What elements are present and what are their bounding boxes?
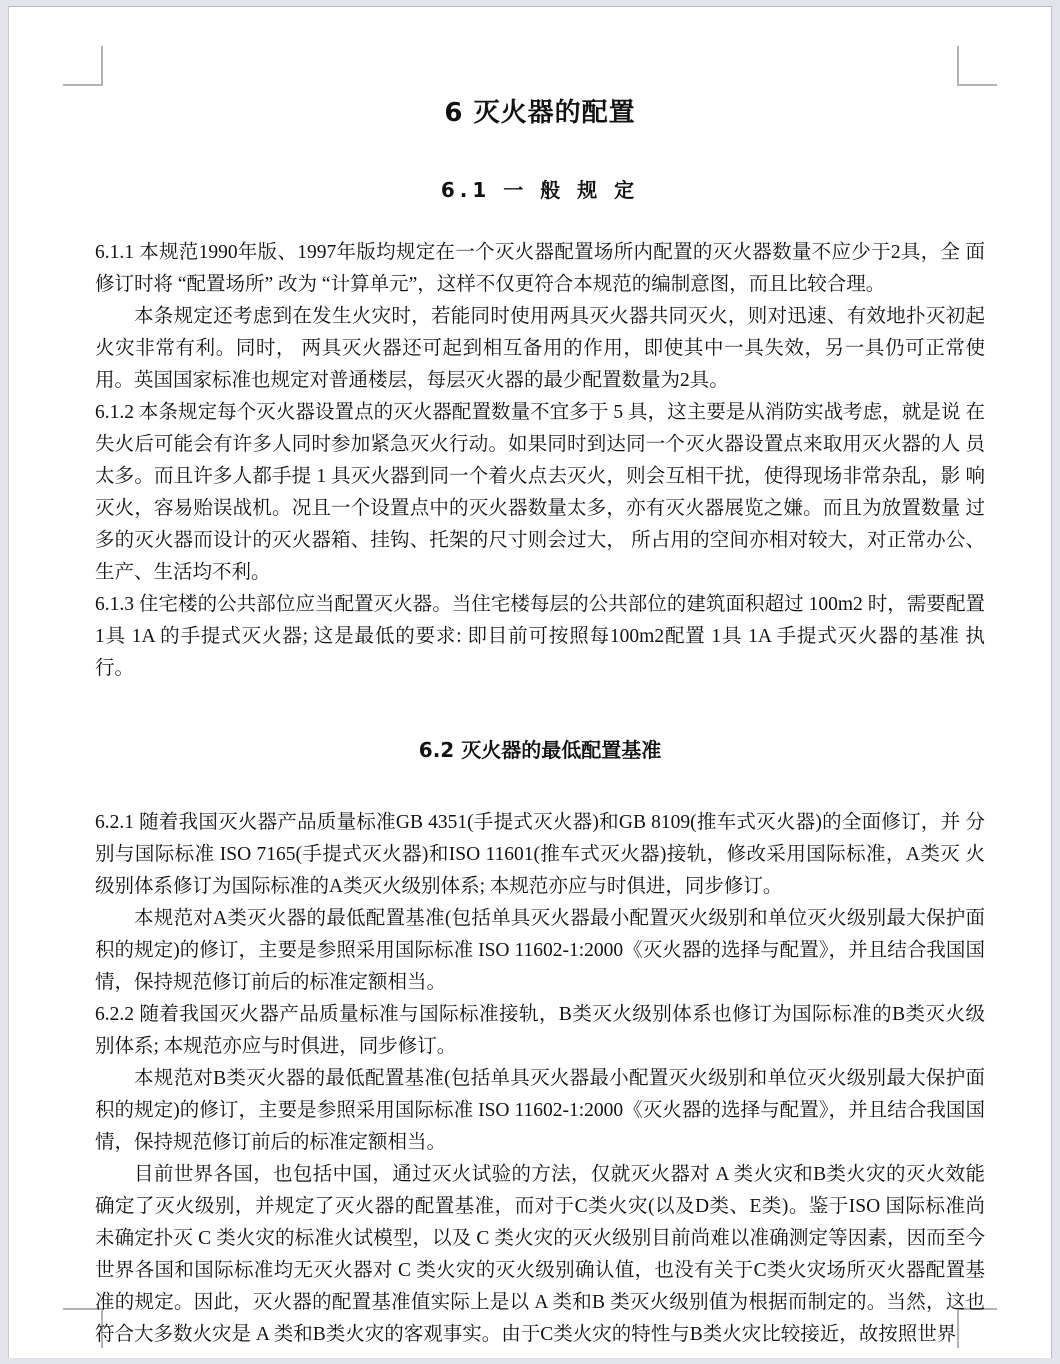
paragraph-6-1-1-continued: 本条规定还考虑到在发生火灾时，若能同时使用两具灭火器共同灭火，则对迅速、有效地扑灭初起火灾非常有利。同时， 两具灭火器还可起到相互备用的作用，即使其中一具失效，另一具仍可正常使用。英国国家标准也规定对普通楼层，每层灭火器的最少配置数量为2具。	[95, 305, 985, 391]
paragraph-6-1-3: 6.1.3 住宅楼的公共部位应当配置灭火器。当住宅楼每层的公共部位的建筑面积超过 100m2 时，需要配置 1具 1A 的手提式灭火器; 这是最低的要求: 即目前可按照每100m2配置 1具 1A 手提式灭火器的基准 执行。	[95, 593, 985, 679]
paragraph-6-2-2: 6.2.2 随着我国灭火器产品质量标准与国际标准接轨，B类灭火级别体系也修订为国际标准的B类灭火级 别体系; 本规范亦应与时俱进，同步修订。	[95, 1003, 985, 1057]
section-heading-6-2: 6.2 灭火器的最低配置基准	[418, 737, 662, 762]
page-title: 6 灭火器的配置	[444, 98, 636, 128]
paragraph-6-1-2: 6.1.2 本条规定每个灭火器设置点的灭火器配置数量不宜多于 5 具，这主要是从消防实战考虑，就是说 在失火后可能会有许多人同时参加紧急灭火行动。如果同时到达同一个灭火器设置点来取用灭火器的人 员太多。而且许多人都手提 1 具灭火器到同一个着火点去灭火，则会互相干扰，使得现场非常杂乱，影 响灭火，容易贻误战机。况且一个设置点中的灭火器数量太多，亦有灭火器展览之嫌。而且为放置数量 过多的灭火器而设计的灭火器箱、挂钩、托架的尺寸则会过大， 所占用的空间亦相对较大，对正常办公、生产、生活均不利。	[95, 401, 985, 583]
document-content	[95, 79, 985, 1351]
document-page	[8, 6, 1052, 1358]
paragraph-6-1-1: 6.1.1 本规范1990年版、1997年版均规定在一个灭火器配置场所内配置的灭火器数量不应少于2具，全 面修订时将 “配置场所” 改为 “计算单元”，这样不仅更符合本规范的编制意图，而且比较合理。	[95, 241, 985, 295]
paragraph-6-2-1: 6.2.1 随着我国灭火器产品质量标准GB 4351(手提式灭火器)和GB 8109(推车式灭火器)的全面修订，并 分别与国际标准 ISO 7165(手提式灭火器)和ISO 11601(推车式灭火器)接轨，修改采用国际标准，A类灭 火级别体系修订为国际标准的A类灭火级别体系; 本规范亦应与时俱进，同步修订。	[95, 811, 985, 897]
section-heading-6-1: 6.1 一 般 规 定	[440, 177, 640, 202]
paragraph-6-2-2-closing: 目前世界各国，也包括中国，通过灭火试验的方法，仅就灭火器对 A 类火灾和B类火灾的灭火效能确定了灭火级别，并规定了灭火器的配置基准，而对于C类火灾(以及D类、E类)。鉴于ISO 国际标准尚 未确定扑灭 C 类火灾的标准火试模型，以及 C 类火灾的灭火级别目前尚难以准确测定等因素，因而至今世界各国和国际标准均无灭火器对 C 类火灾的灭火级别确认值，也没有关于C类火灾场所灭火器配置基 准的规定。因此，灭火器的配置基准值实际上是以 A 类和B 类灭火级别值为根据而制定的。当然，这也符合大多数火灾是 A 类和B类火灾的客观事实。由于C类火灾的特性与B类火灾比较接近，故按照世界	[95, 1163, 985, 1345]
paragraph-6-2-1-continued: 本规范对A类灭火器的最低配置基准(包括单具灭火器最小配置灭火级别和单位灭火级别最大保护面积的规定)的修订，主要是参照采用国际标准 ISO 11602-1:2000《灭火器的选择与配置》，并且结合我国国情，保持规范修订前后的标准定额相当。	[95, 907, 985, 993]
spacer-after-6-2-heading	[95, 763, 985, 807]
spacer-before-6-2-heading	[95, 685, 985, 737]
paragraph-6-2-2-continued: 本规范对B类灭火器的最低配置基准(包括单具灭火器最小配置灭火级别和单位灭火级别最大保护面积的规定)的修订，主要是参照采用国际标准 ISO 11602-1:2000《灭火器的选择与配置》，并且结合我国国情，保持规范修订前后的标准定额相当。	[95, 1067, 985, 1153]
spacer-after-6-1-heading	[95, 203, 985, 237]
